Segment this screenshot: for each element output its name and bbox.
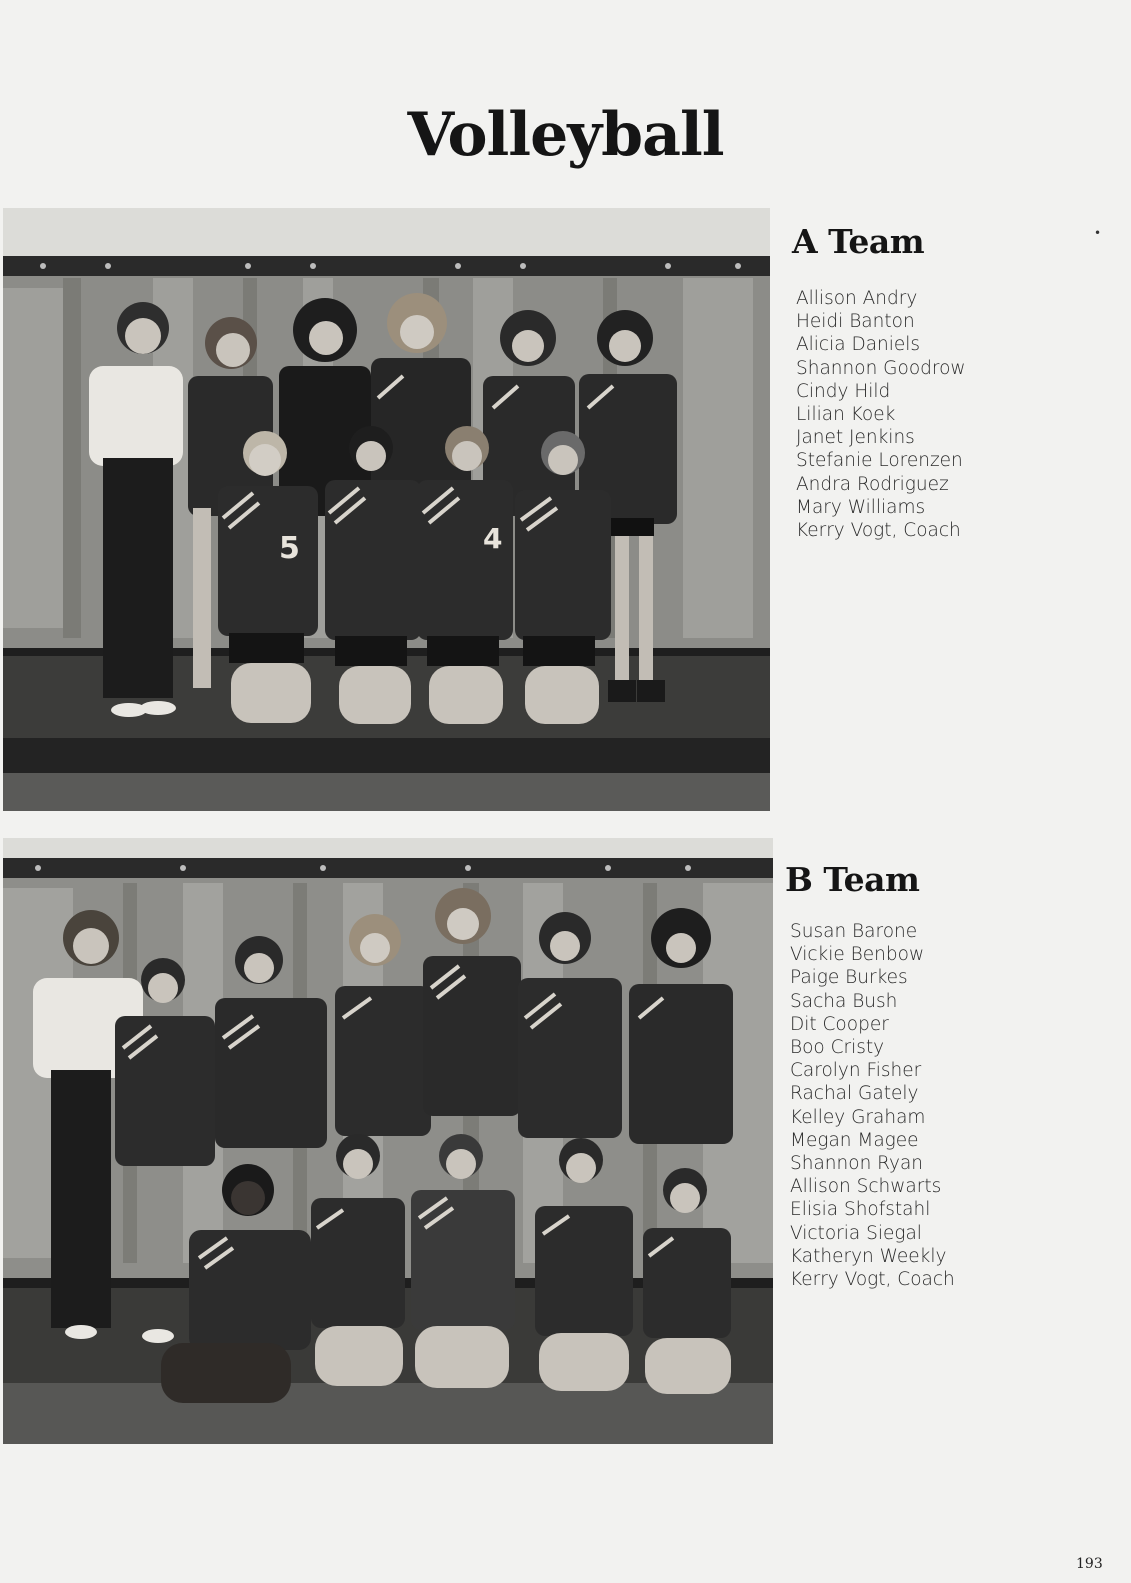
b-team-photo-graphic	[3, 838, 773, 1444]
roster-item: Allison Schwarts	[790, 1176, 942, 1198]
roster-item: Megan Magee	[790, 1129, 919, 1151]
roster-item: Dit Cooper	[790, 1013, 889, 1035]
roster-item: Cindy Hild	[796, 380, 891, 402]
roster-item: Carolyn Fisher	[790, 1060, 922, 1082]
roster-item: Paige Burkes	[790, 967, 908, 989]
roster-item: Lilian Koek	[796, 404, 896, 426]
roster-item: Kelley Graham	[790, 1106, 926, 1128]
roster-item: Elisia Shofstahl	[790, 1199, 931, 1221]
page-title: Volleyball	[407, 100, 724, 170]
roster-item: Heidi Banton	[796, 311, 915, 333]
roster-item: Rachal Gately	[790, 1083, 919, 1105]
roster-item: Shannon Ryan	[790, 1153, 924, 1175]
roster-item: Shannon Goodrow	[796, 357, 966, 379]
roster-item: Victoria Siegal	[790, 1222, 922, 1244]
page-number: 193	[1076, 1556, 1103, 1572]
roster-item: Katheryn Weekly	[790, 1245, 947, 1267]
roster-item: Vickie Benbow	[790, 944, 925, 966]
roster-item-coach: Kerry Vogt, Coach	[790, 1269, 955, 1291]
roster-item-coach: Kerry Vogt, Coach	[796, 520, 961, 542]
jersey-number-4: 4	[483, 522, 503, 555]
roster-item: Andra Rodriguez	[796, 473, 949, 495]
a-team-photo	[3, 208, 770, 811]
a-team-heading: A Team	[792, 222, 925, 261]
jersey-number-5: 5	[279, 531, 300, 566]
b-team-heading: B Team	[785, 860, 920, 899]
print-speck: •	[1094, 226, 1102, 240]
b-team-roster	[790, 920, 955, 1291]
roster-item: Alicia Daniels	[796, 334, 921, 356]
roster-item: Boo Cristy	[790, 1037, 885, 1059]
b-team-photo	[3, 838, 773, 1444]
a-team-photo-graphic	[3, 208, 770, 811]
roster-item: Stefanie Lorenzen	[796, 450, 963, 472]
a-team-roster	[796, 287, 966, 542]
roster-item: Allison Andry	[796, 288, 918, 309]
roster-item: Sacha Bush	[790, 990, 898, 1012]
roster-item: Janet Jenkins	[796, 427, 915, 449]
roster-item: Mary Williams	[796, 496, 926, 518]
roster-item: Susan Barone	[790, 921, 918, 942]
